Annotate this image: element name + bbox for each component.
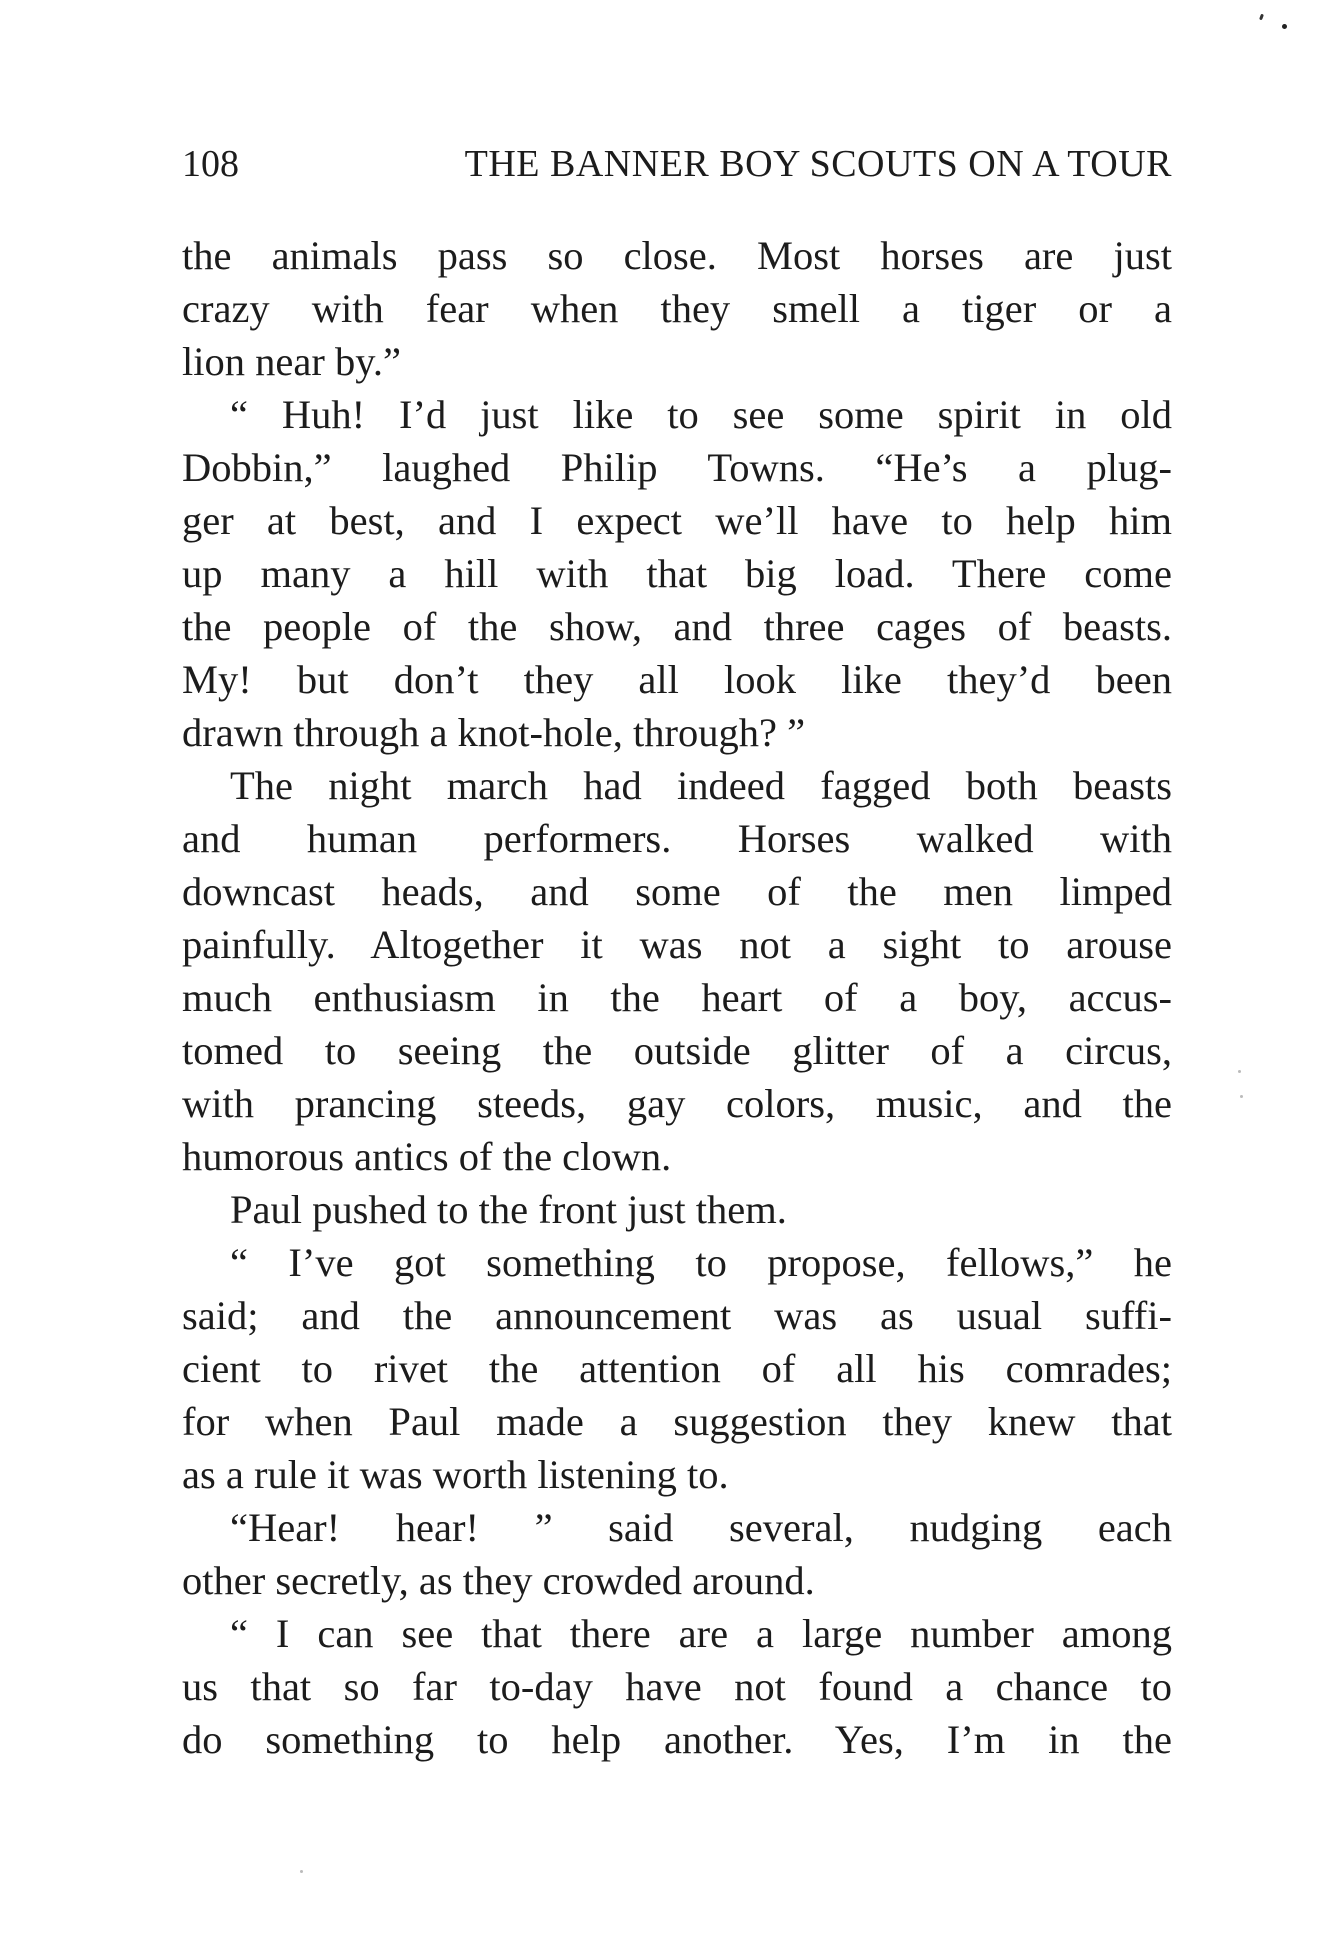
- print-specks: [1258, 10, 1298, 40]
- paper-speck: [300, 1870, 303, 1873]
- text-line: “ I’ve got something to propose, fellows,” he: [230, 1240, 1172, 1285]
- text-line: Dobbin,” laughed Philip Towns. “He’s a plug-: [182, 445, 1172, 490]
- text-line: other secretly, as they crowded around.: [182, 1558, 815, 1603]
- running-head: [182, 142, 1172, 186]
- text-line: My! but don’t they all look like they’d been: [182, 657, 1172, 702]
- text-line: with prancing steeds, gay colors, music, and the: [182, 1081, 1172, 1126]
- text-line: cient to rivet the attention of all his comrades;: [182, 1346, 1172, 1391]
- text-line: said; and the announcement was as usual suffi-: [182, 1293, 1172, 1338]
- text-line: the people of the show, and three cages of beasts.: [182, 604, 1172, 649]
- text-line: humorous antics of the clown.: [182, 1134, 672, 1179]
- text-line: and human performers. Horses walked with: [182, 816, 1172, 861]
- text-line: “ Huh! I’d just like to see some spirit in old: [230, 392, 1172, 437]
- text-line: tomed to seeing the outside glitter of a circus,: [182, 1028, 1172, 1073]
- speck-mark: [1282, 24, 1287, 29]
- text-line: “ I can see that there are a large number among: [230, 1611, 1172, 1656]
- text-line: lion near by.”: [182, 339, 401, 384]
- paper-speck: [1240, 1095, 1243, 1098]
- speck-mark: [1259, 14, 1264, 21]
- running-title: THE BANNER BOY SCOUTS ON A TOUR: [464, 143, 1172, 185]
- text-line: much enthusiasm in the heart of a boy, accus-: [182, 975, 1172, 1020]
- text-line: drawn through a knot-hole, through? ”: [182, 710, 806, 755]
- text-line: the animals pass so close. Most horses are just: [182, 233, 1172, 278]
- text-line: ger at best, and I expect we’ll have to help him: [182, 498, 1172, 543]
- text-line: downcast heads, and some of the men limped: [182, 869, 1172, 914]
- paper-speck: [1238, 1070, 1241, 1073]
- text-line: painfully. Altogether it was not a sight to arouse: [182, 922, 1172, 967]
- text-line: us that so far to-day have not found a chance to: [182, 1664, 1172, 1709]
- text-line: for when Paul made a suggestion they knew that: [182, 1399, 1172, 1444]
- text-line: crazy with fear when they smell a tiger or a: [182, 286, 1172, 331]
- body-text: [182, 229, 1172, 1766]
- text-line: The night march had indeed fagged both beasts: [230, 763, 1172, 808]
- text-line: “Hear! hear! ” said several, nudging each: [230, 1505, 1172, 1550]
- text-line: Paul pushed to the front just them.: [230, 1187, 787, 1232]
- page-number: 108: [182, 143, 239, 185]
- text-line: up many a hill with that big load. There come: [182, 551, 1172, 596]
- text-line: do something to help another. Yes, I’m in the: [182, 1717, 1172, 1762]
- text-line: as a rule it was worth listening to.: [182, 1452, 729, 1497]
